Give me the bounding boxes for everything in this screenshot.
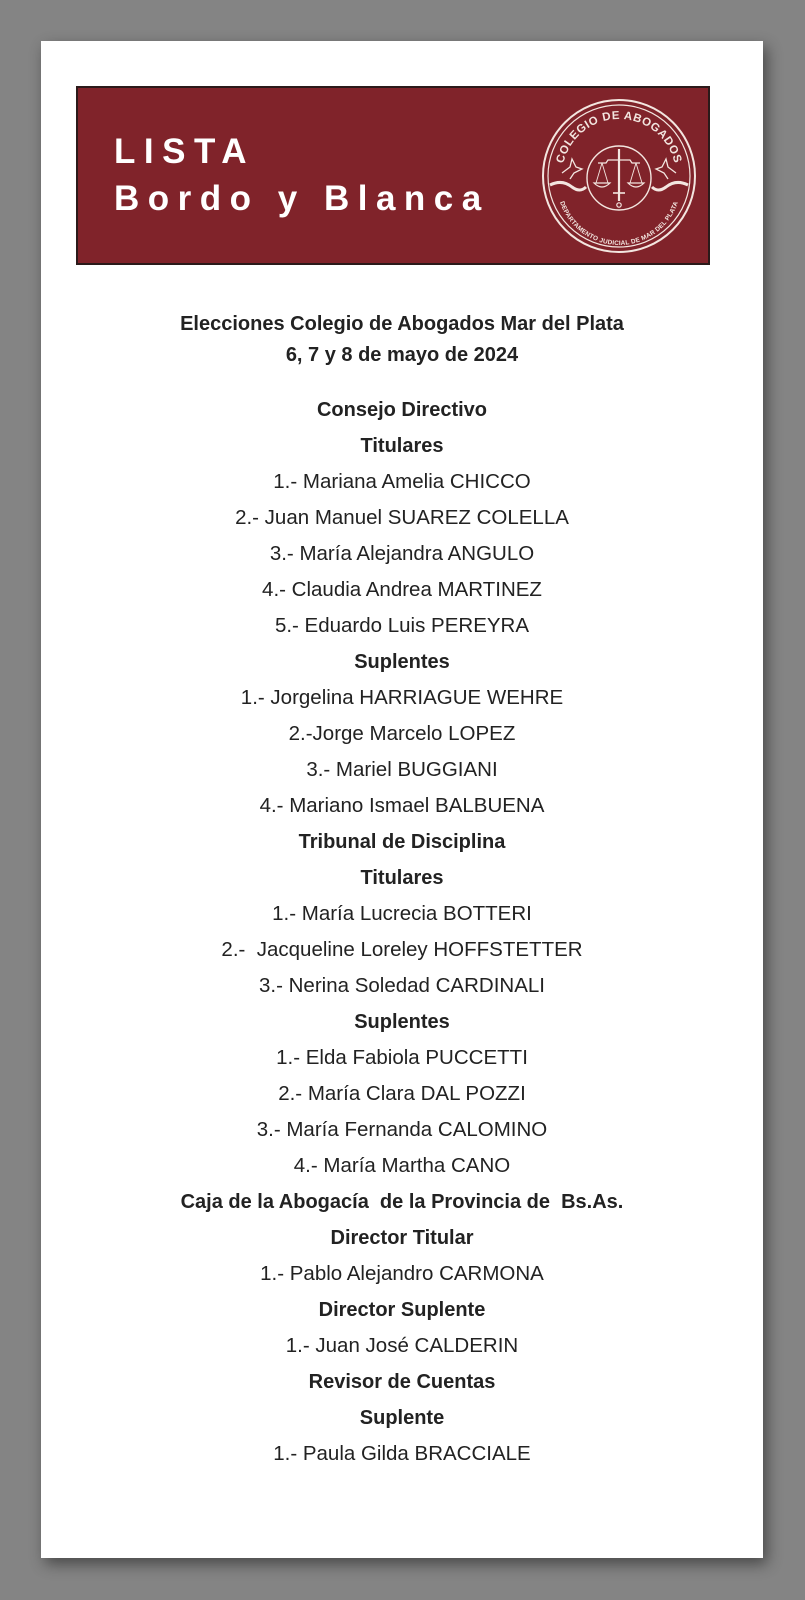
list-label: LISTA bbox=[114, 132, 256, 171]
section-heading: Consejo Directivo bbox=[316, 399, 488, 421]
candidate-item: 1.- Elda Fabiola PUCCETTI bbox=[276, 1046, 528, 1069]
election-dates: 6, 7 y 8 de mayo de 2024 bbox=[285, 344, 519, 366]
colegio-de-abogados-seal-icon bbox=[540, 97, 698, 255]
candidate-item: 3.- María Alejandra ANGULO bbox=[269, 542, 535, 565]
candidate-item: 4.- Mariano Ismael BALBUENA bbox=[259, 794, 545, 817]
group-heading: Director Titular bbox=[330, 1227, 474, 1249]
svg-text:COLEGIO DE ABOGADOS: COLEGIO DE ABOGADOS bbox=[554, 109, 684, 165]
section-caja-de-la-abogacia bbox=[41, 1184, 763, 1364]
election-title: Elecciones Colegio de Abogados Mar del Plata bbox=[180, 313, 624, 335]
candidate-item: 2.-Jorge Marcelo LOPEZ bbox=[288, 722, 516, 745]
candidate-item: 4.- María Martha CANO bbox=[293, 1154, 511, 1177]
section-tribunal-de-disciplina bbox=[41, 824, 763, 1184]
candidate-item: 1.- Juan José CALDERIN bbox=[285, 1334, 519, 1357]
group-heading: Titulares bbox=[360, 867, 444, 889]
group-heading: Director Suplente bbox=[318, 1299, 486, 1321]
group-heading: Suplentes bbox=[354, 1011, 450, 1033]
section-revisor-de-cuentas bbox=[41, 1364, 763, 1472]
candidate-item: 4.- Claudia Andrea MARTINEZ bbox=[262, 578, 542, 601]
section-consejo-directivo bbox=[41, 392, 763, 824]
candidate-item: 2.- Juan Manuel SUAREZ COLELLA bbox=[235, 506, 569, 529]
group-heading: Suplente bbox=[359, 1407, 445, 1429]
section-heading: Caja de la Abogacía de la Provincia de Bs.As. bbox=[180, 1191, 624, 1213]
document-page bbox=[41, 41, 763, 1558]
candidate-item: 3.- Nerina Soledad CARDINALI bbox=[259, 974, 545, 997]
list-name bbox=[114, 128, 490, 222]
candidate-item: 2.- María Clara DAL POZZI bbox=[278, 1082, 526, 1105]
section-heading: Tribunal de Disciplina bbox=[298, 831, 506, 853]
candidate-item: 1.- Mariana Amelia CHICCO bbox=[273, 470, 531, 493]
candidate-item: 1.- Jorgelina HARRIAGUE WEHRE bbox=[240, 686, 564, 709]
ballot-content bbox=[41, 309, 763, 1472]
candidate-item: 1.- Paula Gilda BRACCIALE bbox=[273, 1442, 531, 1465]
group-heading: Titulares bbox=[360, 435, 444, 457]
svg-text:DEPARTAMENTO JUDICIAL DE MAR D: DEPARTAMENTO JUDICIAL DE MAR DEL PLATA bbox=[558, 200, 680, 248]
list-banner bbox=[76, 86, 710, 265]
section-heading: Revisor de Cuentas bbox=[308, 1371, 496, 1393]
candidate-item: 3.- Mariel BUGGIANI bbox=[306, 758, 498, 781]
candidate-item: 1.- María Lucrecia BOTTERI bbox=[272, 902, 532, 925]
candidate-item: 1.- Pablo Alejandro CARMONA bbox=[260, 1262, 544, 1285]
list-title: Bordo y Blanca bbox=[114, 179, 490, 218]
candidate-item: 2.- Jacqueline Loreley HOFFSTETTER bbox=[221, 938, 583, 961]
group-heading: Suplentes bbox=[354, 651, 450, 673]
candidate-item: 3.- María Fernanda CALOMINO bbox=[256, 1118, 548, 1141]
candidate-item: 5.- Eduardo Luis PEREYRA bbox=[274, 614, 530, 637]
